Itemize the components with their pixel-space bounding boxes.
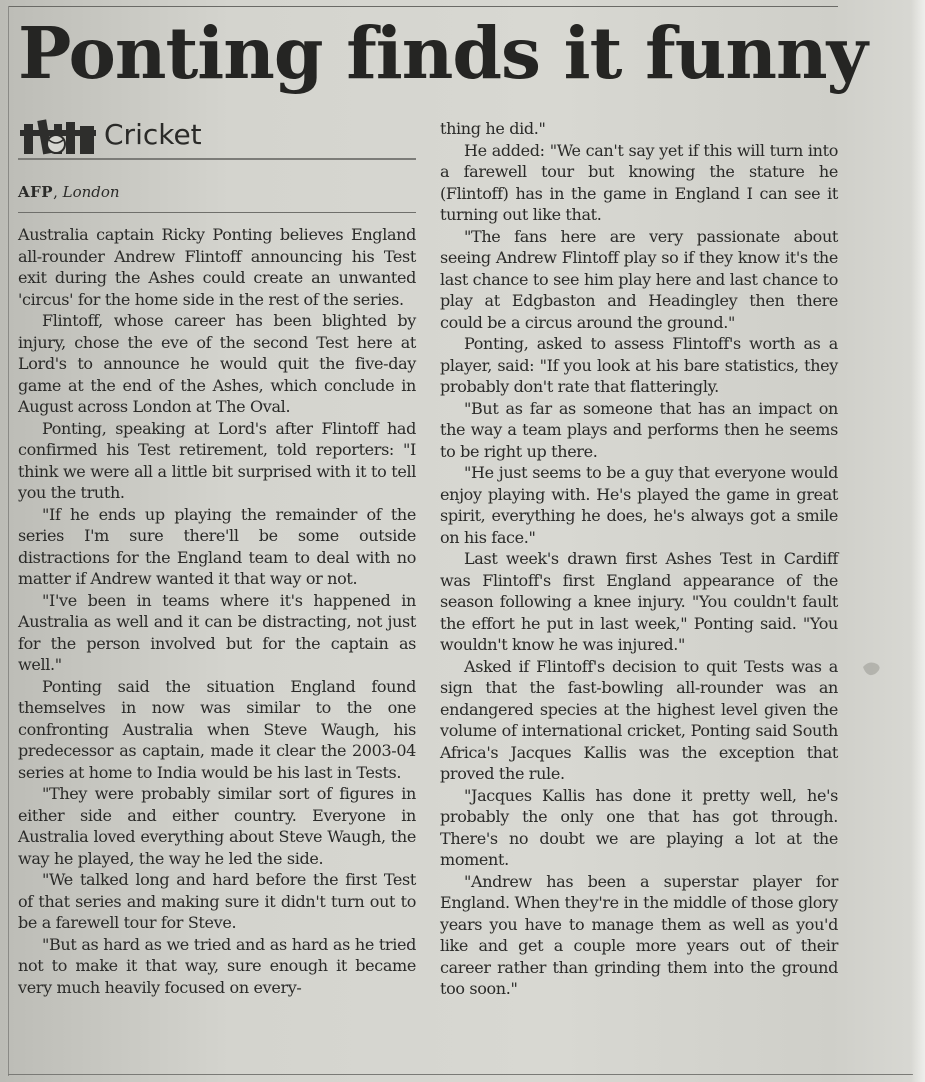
paragraph: "But as hard as we tried and as hard as he tried not to make it that way, sure enough it became very much heavily focused on every- xyxy=(18,934,416,997)
paragraph: Last week's drawn first Ashes Test in Cardiff was Flintoff's first England appearance of the season following a knee injury. "You couldn't fault the effort he put in last week," Ponting said. "You wouldn't know he was injured." xyxy=(440,549,838,654)
paragraph: Flintoff, whose career has been blighted by injury, chose the eve of the second Test here at Lord's to announce he would quit the five-day game at the end of the Ashes, which conclude in August across London at The Oval. xyxy=(18,311,416,416)
byline-separator: , xyxy=(53,183,63,201)
section-header xyxy=(18,112,416,160)
paragraph: "The fans here are very passionate about seeing Andrew Flintoff play so if they know it's the last chance to see him play here and last chance to play at Edgbaston and Headingley then there could be a circus around the ground." xyxy=(440,226,838,332)
paragraph: "Jacques Kallis has done it pretty well, he's probably the only one that has got through. There's no doubt we are playing a lot at the moment. xyxy=(440,785,838,869)
paragraph: Ponting, asked to assess Flintoff's worth as a player, said: "If you look at his bare statistics, they probably don't rate that flatteringly. xyxy=(440,334,838,396)
article-column-right xyxy=(440,118,838,1000)
byline-agency: AFP xyxy=(18,183,54,201)
headline: Ponting finds it funny xyxy=(18,11,867,95)
paragraph: Asked if Flintoff's decision to quit Tests was a sign that the fast-bowling all-rounder was an endangered species at the highest level given the volume of international cricket, Ponting said South Africa's Jacques Kallis was the exception that proved the rule. xyxy=(440,656,838,783)
cricket-stumps-icon xyxy=(18,116,100,156)
paragraph: Ponting said the situation England found themselves in now was similar to the one confronting Australia when Steve Waugh, his predecessor as captain, made it clear the 2003-04 series at home to India would be his last in Tests. xyxy=(18,676,416,782)
frame-left-rule xyxy=(8,6,9,1076)
paragraph: "Andrew has been a superstar player for England. When they're in the middle of those glory years you have to manage them as well as you'd like and get a couple more years out of their career rather than grinding them into the ground too soon." xyxy=(440,871,838,998)
paper-smudge xyxy=(857,652,887,682)
paragraph: "If he ends up playing the remainder of the series I'm sure there'll be some outside distractions for the England team to deal with no matter if Andrew wanted it that way or not. xyxy=(18,504,416,588)
paragraph: "But as far as someone that has an impact on the way a team plays and performs then he seems to be right up there. xyxy=(440,398,838,461)
paragraph: "We talked long and hard before the first Test of that series and making sure it didn't turn out to be a farewell tour for Steve. xyxy=(18,870,416,932)
paragraph: "They were probably similar sort of figures in either side and either country. Everyone in Australia loved everything about Steve Waugh, the way he played, the way he led the side. xyxy=(18,784,416,868)
paragraph: "I've been in teams where it's happened in Australia as well and it can be distracting, not just for the person involved but for the captain as well." xyxy=(18,590,416,674)
section-label: Cricket xyxy=(104,118,202,151)
frame-top-rule xyxy=(8,6,838,7)
paragraph: Ponting, speaking at Lord's after Flintoff had confirmed his Test retirement, told reporters: "I think we were all a little bit surprised with it to tell you the truth. xyxy=(18,418,416,502)
byline xyxy=(18,180,416,213)
byline-location: London xyxy=(62,183,120,201)
paragraph: He added: "We can't say yet if this will turn into a farewell tour but knowing the stature he (Flintoff) has in the game in England I can see it turning out like that. xyxy=(440,140,838,224)
paragraph: "He just seems to be a guy that everyone would enjoy playing with. He's played the game in great spirit, everything he does, he's always got a smile on his face." xyxy=(440,463,838,547)
page-edge-shadow xyxy=(911,0,925,1082)
frame-bottom-rule xyxy=(8,1074,913,1075)
paragraph-continuation: thing he did." xyxy=(440,119,546,138)
paragraph: Australia captain Ricky Ponting believes England all-rounder Andrew Flintoff announcing his Test exit during the Ashes could create an unwanted 'circus' for the home side in the rest of the series. xyxy=(18,225,416,309)
article-column-left xyxy=(18,224,416,998)
